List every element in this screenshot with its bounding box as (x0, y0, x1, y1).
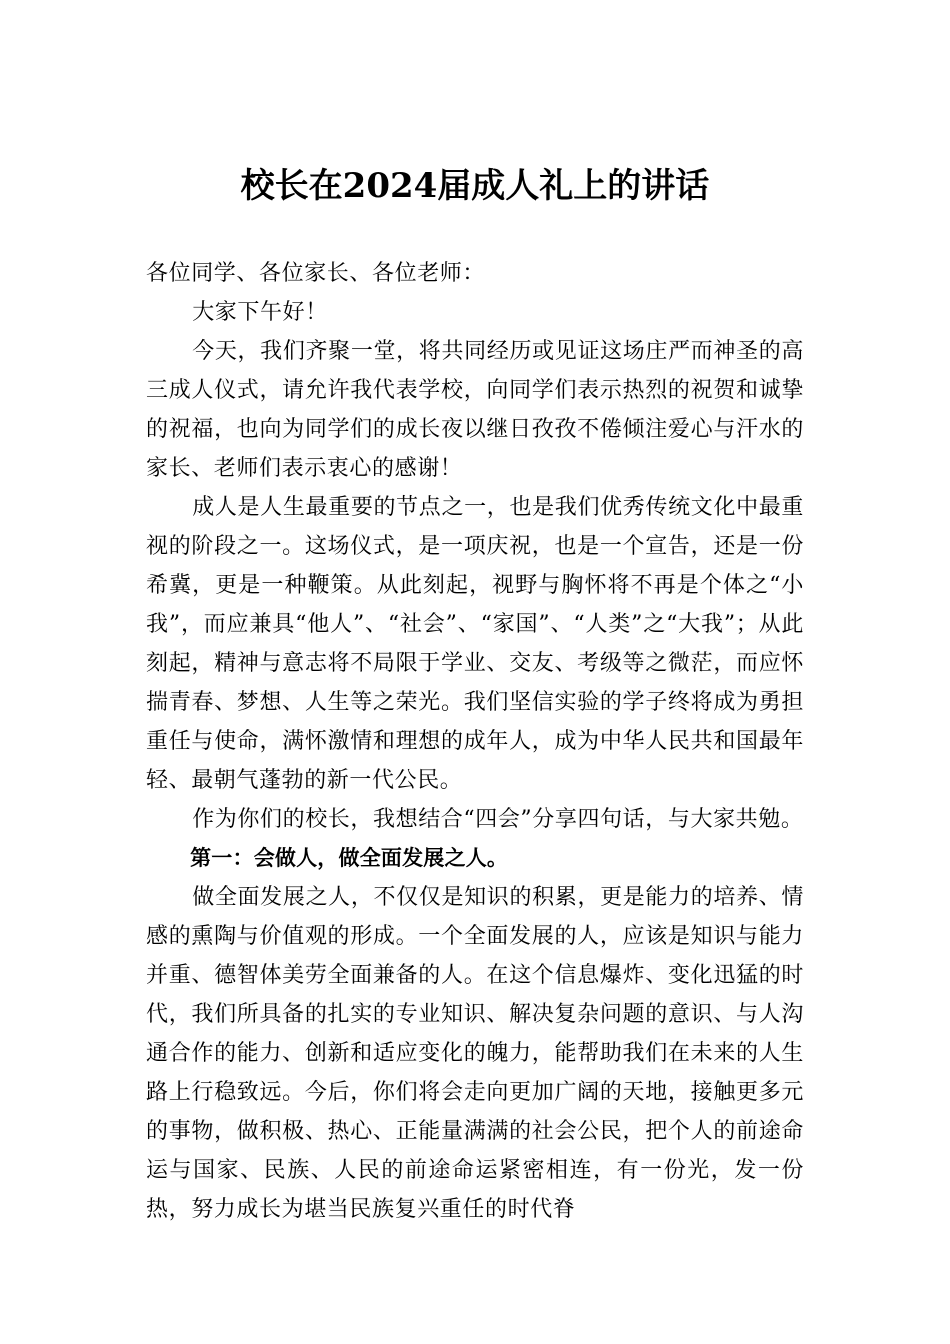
document-title: 校长在2024届成人礼上的讲话 (240, 166, 710, 206)
four-points-intro-paragraph: 作为你们的校长，我想结合“四会”分享四句话，与大家共勉。 (192, 807, 804, 832)
greeting-paragraph: 大家下午好！ (192, 300, 328, 325)
document-body (146, 254, 804, 1229)
document-page (146, 0, 804, 1344)
coming-of-age-paragraph: 成人是人生最重要的节点之一，也是我们优秀传统文化中最重视的阶段之一。这场仪式，是一项庆祝，也是一个宣告，还是一份希冀，更是一种鞭策。从此刻起，视野与胸怀将不再是个体之“小我”，而应兼具“他人”、“社会”、“家国”、“人类”之“大我”；从此刻起，精神与意志将不局限于学业、交友、考级等之微茫，而应怀揣青春、梦想、人生等之荣光。我们坚信实验的学子终将成为勇担重任与使命，满怀激情和理想的成年人，成为中华人民共和国最年轻、最朝气蓬勃的新一代公民。 (146, 495, 804, 793)
section-heading-first: 第一：会做人，做全面发展之人。 (190, 846, 509, 870)
opening-paragraph: 今天，我们齐聚一堂，将共同经历或见证这场庄严而神圣的高三成人仪式，请允许我代表学校，向同学们表示热烈的祝贺和诚挚的祝福，也向为同学们的成长夜以继日孜孜不倦倾注爱心与汗水的家长、老师们表示衷心的感谢！ (146, 339, 804, 481)
section-first-paragraph: 做全面发展之人，不仅仅是知识的积累，更是能力的培养、情感的熏陶与价值观的形成。一个全面发展的人，应该是知识与能力并重、德智体美劳全面兼备的人。在这个信息爆炸、变化迅猛的时代，我们所具备的扎实的专业知识、解决复杂问题的意识、与人沟通合作的能力、创新和适应变化的魄力，能帮助我们在未来的人生路上行稳致远。今后，你们将会走向更加广阔的天地，接触更多元的事物，做积极、热心、正能量满满的社会公民，把个人的前途命运与国家、民族、人民的前途命运紧密相连，有一份光，发一份热，努力成长为堪当民族复兴重任的时代脊 (146, 885, 804, 1222)
salutation: 各位同学、各位家长、各位老师： (146, 261, 486, 286)
